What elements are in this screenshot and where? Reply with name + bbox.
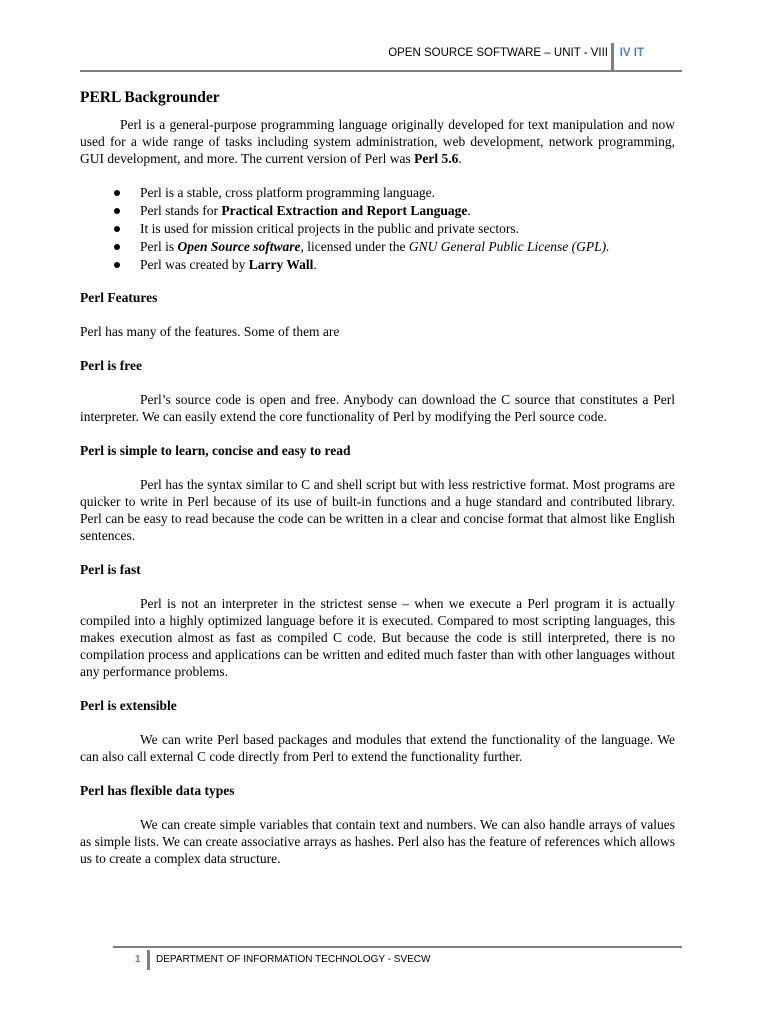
section-heading: Perl is simple to learn, concise and easy to read [80,443,351,458]
footer-divider [147,950,150,970]
bullet-icon [114,190,120,196]
features-intro: Perl has many of the features. Some of them are [80,324,340,339]
bullet-icon [114,244,120,250]
bullet-icon [114,208,120,214]
footer-text: DEPARTMENT OF INFORMATION TECHNOLOGY - SVECW [156,954,431,965]
page-footer [113,946,682,970]
list-item [80,256,675,273]
section-paragraph: Perl has the syntax similar to C and shell script but with less restrictive format. Most programs are quicker to write in Perl because of its use of built-in functions and a huge standard and contributed library. Perl can be easy to read because the code can be written in a clear and concise format that almost like English sentences. [80,477,675,543]
bullet-icon [114,262,120,268]
bullet-list [80,184,675,273]
section-paragraph: Perl is not an interpreter in the strictest sense – when we execute a Perl program it is actually compiled into a highly optimized language before it is executed. Compared to most scripting languages, this makes execution almost as fast as compiled C code. But because the code is still interpreted, there is no compilation process and applications can be written and edited much faster than with other languages without any performance problems. [80,596,675,679]
bullet-text: . [313,257,317,272]
section-heading: Perl has flexible data types [80,783,235,798]
bullet-text: , licensed under the [300,239,409,254]
bullet-text: Perl is [140,239,178,254]
intro-version: Perl 5.6 [414,151,459,166]
page-number: 1 [135,954,141,965]
bullet-text: It is used for mission critical projects in the public and private sectors. [140,221,520,236]
list-item [80,238,675,255]
bullet-text: Perl is a stable, cross platform programming language. [140,185,436,200]
section-heading: Perl is extensible [80,698,177,713]
intro-end: . [458,151,462,166]
document-body [80,88,675,867]
bullet-text: . [467,203,471,218]
header-title: OPEN SOURCE SOFTWARE – UNIT - VIII [388,47,608,59]
intro-text: Perl is a general-purpose programming language originally developed for text manipulation and now used for a wide range of tasks including system administration, web development, network programming, GUI development, and more. The current version of Perl was [80,117,675,166]
section-paragraph: We can write Perl based packages and modules that extend the functionality of the language. We can also call external C code directly from Perl to extend the functionality further. [80,732,675,764]
bullet-text: Perl stands for [140,203,222,218]
bullet-italic: GNU General Public License (GPL). [408,239,610,254]
bullet-icon [114,226,120,232]
bullet-bold-italic: Open Source software [177,239,301,254]
section-paragraph: We can create simple variables that contain text and numbers. We can also handle arrays of values as simple lists. We can create associative arrays as hashes. Perl also has the feature of references which allows us to create a complex data structure. [80,817,675,866]
section-paragraph: Perl’s source code is open and free. Anybody can download the C source that constitutes a Perl interpreter. We can easily extend the core functionality of Perl by modifying the Perl source code. [80,392,675,424]
bullet-text: Perl was created by [140,257,249,272]
list-item [80,202,675,219]
header-tag: IV IT [619,47,644,59]
bullet-bold: Practical Extraction and Report Language [221,203,468,218]
intro-paragraph [80,116,675,167]
list-item [80,184,675,201]
section-heading: Perl Features [80,290,158,305]
page-title: PERL Backgrounder [80,89,220,106]
header-divider [611,43,614,70]
page-header [80,40,682,72]
bullet-bold: Larry Wall [248,257,314,272]
list-item [80,220,675,237]
section-heading: Perl is free [80,358,142,373]
section-heading: Perl is fast [80,562,141,577]
